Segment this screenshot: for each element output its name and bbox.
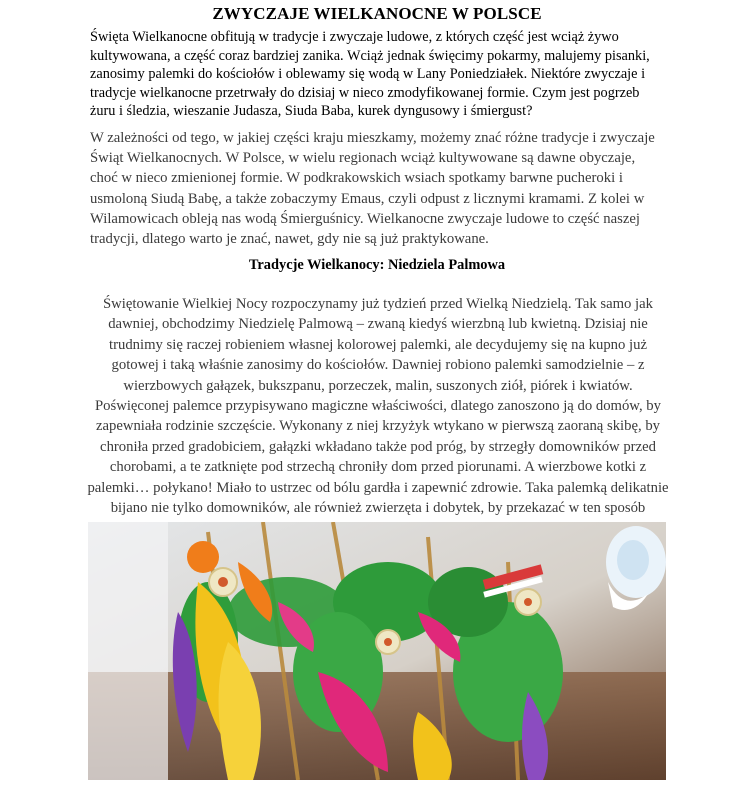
body-paragraph-palm-sunday: Świętowanie Wielkiej Nocy rozpoczynamy już tydzień przed Wielką Niedzielą. Tak samo jak dawniej, obchodzimy Niedzielę Palmową – zwaną kiedyś wierzbną lub kwietną. Dzisiaj nie trudnimy się raczej robieniem własnej kolorowej palemki, ale decydujemy się na kupno już gotowej i taką właśnie zanosimy do kościołów. Dawniej robiono palemki samodzielnie – z wierzbowych gałązek, bukszpanu, porzeczek, malin, suszonych ziół, piórek i kwiatów. Poświęconej palemce przypisywano magiczne właściwości, dlatego zanoszono ją do domów, by zapewniała rodzinie szczęście. Wykonany z niej krzyżyk wtykano w pierwszą zaoraną skibę, by chroniła przed gradobiciem, gałązki wkładano także pod próg, by strzegły domowników przed chorobami, a te zatknięte pod strzechą chroniły dom przed piorunami. A wierzbowe kotki z palemki… połykano! Miało to ustrzec od bólu gardła i zapewnić zdrowie. Taka palemką delikatnie bijano nie tylko domowników, ale również zwierzęta i dobytek, by przekazać w ten sposób <box>87 296 669 517</box>
page-title: ZWYCZAJE WIELKANOCNE W POLSCE <box>212 4 542 23</box>
body-paragraph-regional-traditions: W zależności od tego, w jakiej części kraju mieszkamy, możemy znać różne tradycje i zwyczaje Świąt Wielkanocnych. W Polsce, w wielu regionach wciąż kultywowane są dawne obyczaje, choć w nieco zmienionej formie. W podkrakowskich wsiach spotkamy barwne pucheroki i usmoloną Siudą Babę, a także zobaczymy Emaus, czyli odpust z licznymi kramami. Z kolei w Wilamowicach obleją nas wodą Śmierguśnicy. Wielkanocne zwyczaje ludowe to część naszej tradycji, dlatego warto je znać, nawet, gdy nie są już praktykowane. <box>90 130 655 248</box>
intro-paragraph: Święta Wielkanocne obfitują w tradycje i zwyczaje ludowe, z których część jest wciąż żywo kultywowana, a część coraz bardziej zanika. Wciąż jednak święcimy pokarmy, malujemy pisanki, zanosimy palemki do kościołów i oblewamy się wodą w Lany Poniedziałek. Niektóre zwyczaje i tradycje wielkanocne przetrwały do dzisiaj w nieco zmodyfikowanej formie. Czym jest pogrzeb żuru i śledzia, wieszanie Judasza, Siuda Baba, kurek dyngusowy i śmiergust? <box>90 29 650 120</box>
section-heading: Tradycje Wielkanocy: Niedziela Palmowa <box>248 257 506 273</box>
easter-palms-photo <box>88 522 666 780</box>
